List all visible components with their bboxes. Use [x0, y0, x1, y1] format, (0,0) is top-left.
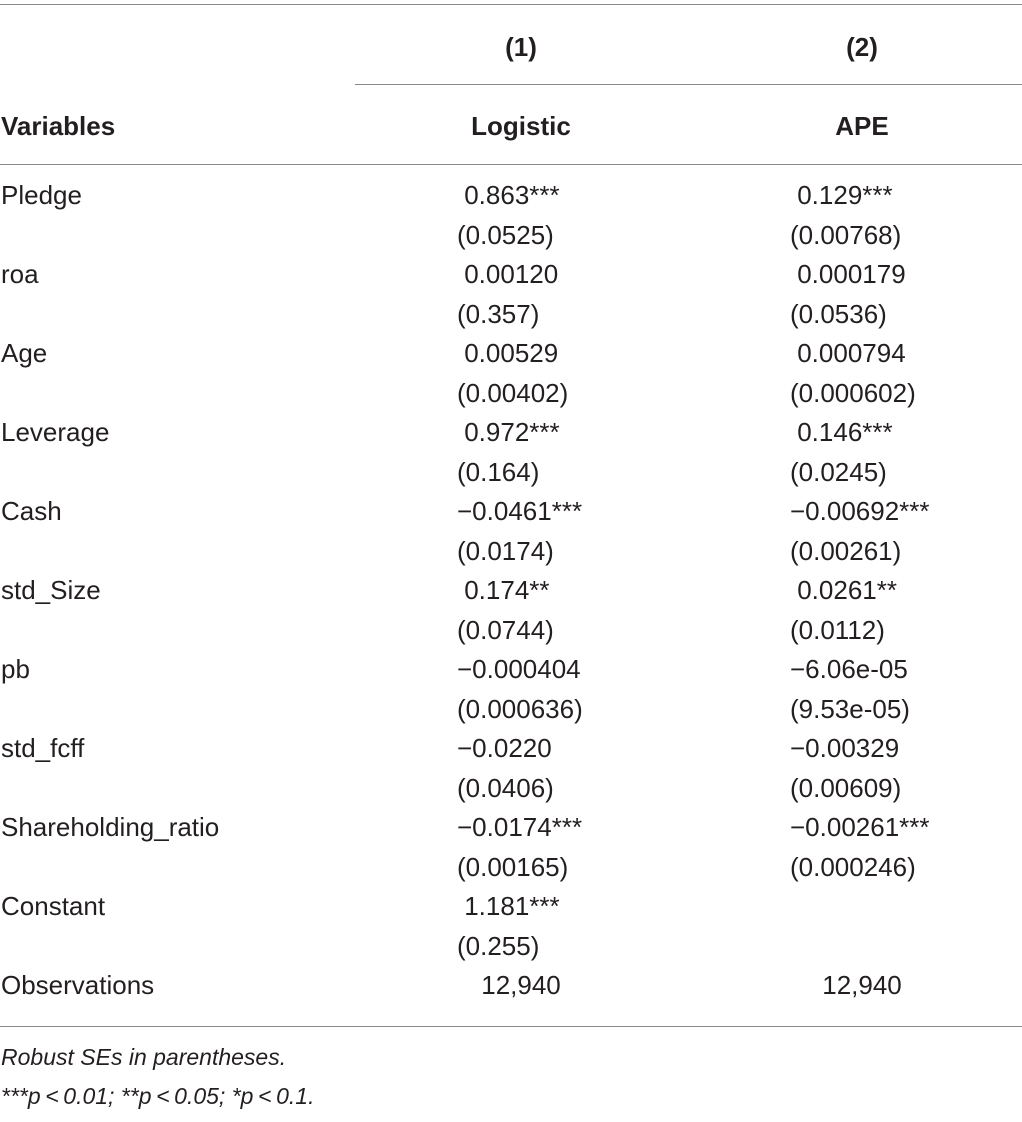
ape-coefficient: −0.00692***: [790, 496, 930, 526]
ape-coefficient: 0.129***: [790, 180, 893, 210]
logistic-standard-error: (0.0744): [457, 614, 554, 645]
logistic-observations: 12,940: [481, 970, 561, 1000]
logistic-coefficient: 0.972***: [457, 417, 560, 447]
table-row: [0, 808, 1022, 848]
ape-standard-error: (0.0112): [790, 614, 885, 645]
table-row: [0, 729, 1022, 769]
table-body: [0, 176, 1022, 1006]
table-row-se: [0, 848, 1022, 888]
ape-observations: 12,940: [822, 970, 902, 1000]
ape-coefficient: 0.000794: [790, 338, 906, 368]
header-bottom-rule: [0, 164, 1022, 165]
table-row-se: [0, 611, 1022, 651]
logistic-standard-error: (0.357): [457, 298, 540, 329]
variable-name: Constant: [1, 891, 106, 921]
ape-standard-error: (0.0536): [790, 298, 887, 329]
ape-standard-error: (0.00261): [790, 535, 902, 566]
table-row: [0, 334, 1022, 374]
logistic-coefficient: 1.181***: [457, 891, 560, 921]
table-row: [0, 413, 1022, 453]
logistic-coefficient: 0.00120: [457, 259, 559, 289]
logistic-coefficient: −0.000404: [457, 654, 581, 684]
variable-name: Age: [1, 338, 48, 368]
table-row-se: [0, 927, 1022, 967]
variable-name: Cash: [1, 496, 62, 526]
ape-standard-error: (0.000246): [790, 851, 916, 882]
variable-name: std_Size: [1, 575, 101, 605]
table-row-se: [0, 453, 1022, 493]
logistic-standard-error: (0.0525): [457, 219, 554, 250]
ape-standard-error: (0.00768): [790, 219, 902, 250]
variable-name: Shareholding_ratio: [1, 812, 220, 842]
logistic-coefficient: −0.0220: [457, 733, 552, 763]
variable-name: std_fcff: [1, 733, 85, 763]
table-row-se: [0, 690, 1022, 730]
logistic-standard-error: (0.164): [457, 456, 540, 487]
logistic-standard-error: (0.00165): [457, 851, 569, 882]
column-2-number: (2): [846, 32, 878, 62]
logistic-coefficient: −0.0174***: [457, 812, 583, 842]
table-row-se: [0, 295, 1022, 335]
variable-name: Leverage: [1, 417, 110, 447]
table-row: [0, 255, 1022, 295]
ape-standard-error: (0.000602): [790, 377, 916, 408]
logistic-standard-error: (0.000636): [457, 693, 583, 724]
logistic-standard-error: (0.00402): [457, 377, 569, 408]
ape-coefficient: 0.0261**: [790, 575, 897, 605]
table-row: [0, 887, 1022, 927]
ape-standard-error: (9.53e-05): [790, 693, 910, 724]
ape-coefficient: 0.146***: [790, 417, 893, 447]
logistic-standard-error: (0.255): [457, 930, 540, 961]
ape-coefficient: −0.00261***: [790, 812, 930, 842]
observations-label: Observations: [1, 970, 155, 1000]
logistic-coefficient: 0.174**: [457, 575, 550, 605]
ape-coefficient: 0.000179: [790, 259, 906, 289]
logistic-standard-error: (0.0406): [457, 772, 554, 803]
variable-name: Pledge: [1, 180, 82, 210]
logistic-coefficient: 0.863***: [457, 180, 560, 210]
table-row: [0, 650, 1022, 690]
table-row: [0, 492, 1022, 532]
table-row: [0, 176, 1022, 216]
ape-standard-error: (0.0245): [790, 456, 887, 487]
table-row-se: [0, 532, 1022, 572]
table-row-se: [0, 216, 1022, 256]
ape-header: APE: [835, 111, 889, 141]
logistic-header: Logistic: [471, 111, 571, 141]
logistic-coefficient: −0.0461***: [457, 496, 583, 526]
footnote-robust-se: Robust SEs in parentheses.: [1, 1044, 287, 1070]
logistic-coefficient: 0.00529: [457, 338, 559, 368]
ape-coefficient: −0.00329: [790, 733, 900, 763]
footnote-significance: ***p < 0.01; **p < 0.05; *p < 0.1.: [1, 1083, 315, 1109]
column-1-number: (1): [505, 32, 537, 62]
ape-coefficient: −6.06e-05: [790, 654, 908, 684]
table-row: [0, 571, 1022, 611]
observations-row: [0, 966, 1022, 1006]
table-top-rule: [0, 4, 1022, 5]
variable-name: pb: [1, 654, 30, 684]
logistic-standard-error: (0.0174): [457, 535, 554, 566]
table-row-se: [0, 374, 1022, 414]
variables-header: Variables: [1, 111, 116, 141]
column-header-rule: [355, 84, 1022, 85]
variable-name: roa: [1, 259, 39, 289]
table-row-se: [0, 769, 1022, 809]
table-bottom-rule: [0, 1026, 1022, 1027]
ape-standard-error: (0.00609): [790, 772, 902, 803]
